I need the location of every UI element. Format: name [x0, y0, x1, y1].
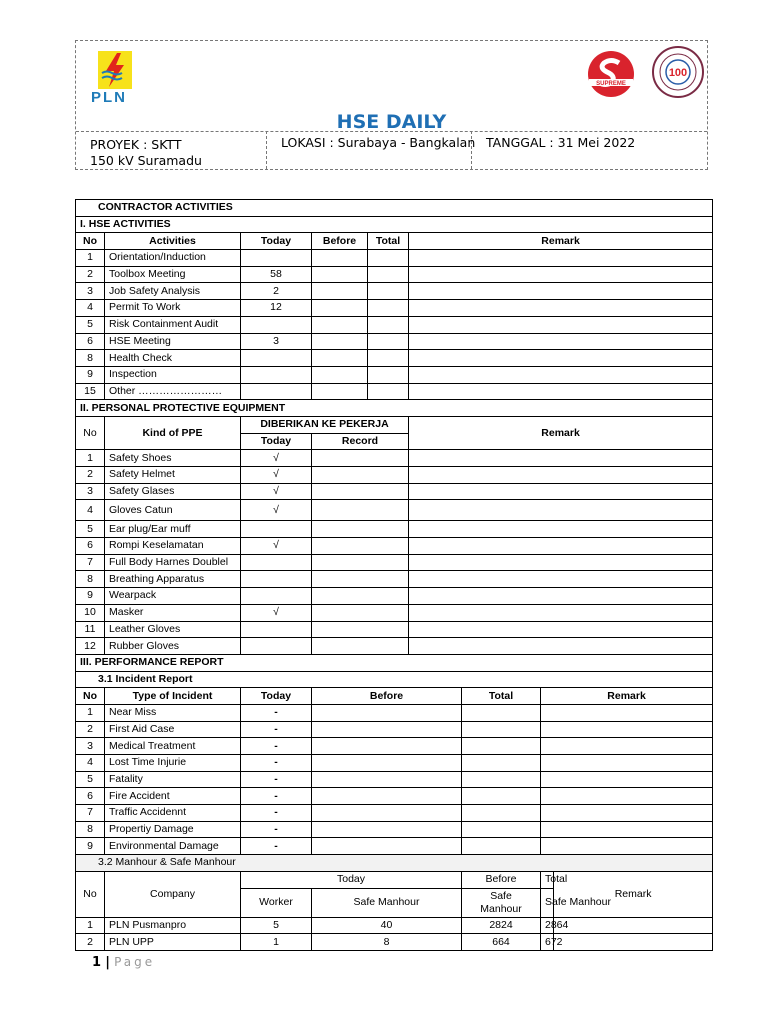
incident-row	[76, 738, 713, 755]
cell-record	[312, 521, 409, 538]
cell-record	[312, 467, 409, 484]
incident-row	[76, 788, 713, 805]
incident-row	[76, 704, 713, 721]
cell-no: 4	[76, 755, 105, 772]
section1-title-row	[76, 216, 713, 233]
cell-today: -	[241, 704, 312, 721]
cell-no: 2	[76, 934, 105, 951]
col-header-before: Before	[312, 688, 462, 705]
cell-today	[241, 366, 312, 383]
cell-no: 2	[76, 266, 105, 283]
hse-activity-row	[76, 333, 713, 350]
cell-record	[312, 638, 409, 655]
cell-no: 3	[76, 283, 105, 300]
cell-remark	[541, 721, 713, 738]
cell-today	[241, 571, 312, 588]
cell-incident: Near Miss	[105, 704, 241, 721]
col-header-no: No	[76, 416, 105, 449]
cell-before	[312, 771, 462, 788]
cell-no: 4	[76, 500, 105, 521]
cell-before	[312, 283, 368, 300]
incident-row	[76, 805, 713, 822]
col-header-safe-manhour: Safe Manhour	[312, 888, 462, 917]
cell-total	[368, 366, 409, 383]
section3-sub1-row	[76, 671, 713, 688]
cell-activity: Orientation/Induction	[105, 250, 241, 267]
cell-ppe: Gloves Catun	[105, 500, 241, 521]
cell-today: √	[241, 450, 312, 467]
col-header-type: Type of Incident	[105, 688, 241, 705]
cell-today: -	[241, 838, 312, 855]
hse-activity-row	[76, 250, 713, 267]
cell-incident: Fatality	[105, 771, 241, 788]
cell-today: √	[241, 467, 312, 484]
col-header-total: Total	[462, 688, 541, 705]
cell-record	[312, 483, 409, 500]
cell-no: 1	[76, 704, 105, 721]
manhour-row	[76, 934, 713, 951]
supreme-logo-text: SUPREME	[596, 81, 626, 87]
cell-remark	[409, 604, 713, 621]
cell-no: 6	[76, 333, 105, 350]
cell-today	[241, 554, 312, 571]
cell-activity: Job Safety Analysis	[105, 283, 241, 300]
cell-no: 7	[76, 805, 105, 822]
cell-remark	[409, 450, 713, 467]
section3-sub2-title: 3.2 Manhour & Safe Manhour	[76, 855, 713, 872]
cell-company: PLN Pusmanpro	[105, 917, 241, 934]
cell-record	[312, 538, 409, 555]
cell-total	[462, 771, 541, 788]
cell-record	[312, 621, 409, 638]
header-divider-v1	[266, 131, 267, 169]
cell-no: 5	[76, 771, 105, 788]
cell-total	[462, 788, 541, 805]
cell-before	[312, 788, 462, 805]
cell-no: 6	[76, 538, 105, 555]
cell-today: √	[241, 538, 312, 555]
ppe-row	[76, 571, 713, 588]
cell-total	[462, 838, 541, 855]
proyek-line1: PROYEK : SKTT	[90, 137, 182, 152]
cell-before	[312, 383, 368, 400]
cell-no: 9	[76, 838, 105, 855]
cell-company: PLN UPP	[105, 934, 241, 951]
col-header-diberikan: DIBERIKAN KE PEKERJA	[241, 416, 409, 433]
hse-activity-row	[76, 366, 713, 383]
header-divider	[76, 131, 707, 132]
ppe-row	[76, 604, 713, 621]
col-header-company: Company	[105, 871, 241, 917]
cell-remark	[409, 621, 713, 638]
cell-ppe: Ear plug/Ear muff	[105, 521, 241, 538]
hse-activity-row	[76, 350, 713, 367]
ppe-row	[76, 500, 713, 521]
col-header-no: No	[76, 871, 105, 917]
cell-before	[312, 300, 368, 317]
cell-remark	[409, 316, 713, 333]
cell-today	[241, 383, 312, 400]
header-box	[75, 40, 708, 170]
ppe-row	[76, 521, 713, 538]
cell-remark	[409, 571, 713, 588]
cell-no: 5	[76, 316, 105, 333]
section2-header-row	[76, 416, 713, 433]
cell-no: 3	[76, 738, 105, 755]
cell-ppe: Safety Helmet	[105, 467, 241, 484]
cell-remark	[541, 738, 713, 755]
lokasi-field: LOKASI : Surabaya - Bangkalan	[281, 135, 476, 150]
cell-total: 672	[541, 934, 554, 951]
seal-text: 100	[668, 67, 688, 79]
cell-remark	[409, 383, 713, 400]
cell-ppe: Full Body Harnes Doublel	[105, 554, 241, 571]
cell-today	[241, 316, 312, 333]
page-num-separator: |	[105, 955, 110, 970]
cell-remark	[409, 300, 713, 317]
hse-activity-row	[76, 266, 713, 283]
cell-activity: HSE Meeting	[105, 333, 241, 350]
cell-today: √	[241, 483, 312, 500]
cell-remark	[541, 755, 713, 772]
col-header-activities: Activities	[105, 233, 241, 250]
cell-today	[241, 621, 312, 638]
cell-total	[368, 250, 409, 267]
cell-today	[241, 250, 312, 267]
ppe-row	[76, 554, 713, 571]
col-header-remark: Remark	[409, 416, 713, 449]
cell-no: 6	[76, 788, 105, 805]
cell-total	[462, 805, 541, 822]
cell-record	[312, 588, 409, 605]
tanggal-field: TANGGAL : 31 Mei 2022	[486, 135, 636, 150]
cell-activity: Health Check	[105, 350, 241, 367]
cell-total	[462, 738, 541, 755]
cell-record	[312, 571, 409, 588]
cell-total	[462, 721, 541, 738]
cell-today: 58	[241, 266, 312, 283]
cell-today	[241, 350, 312, 367]
cell-ppe: Safety Glases	[105, 483, 241, 500]
cell-total	[368, 316, 409, 333]
cell-no: 9	[76, 366, 105, 383]
section2-title-row	[76, 400, 713, 417]
cell-remark	[409, 554, 713, 571]
cell-no: 1	[76, 450, 105, 467]
cell-incident: Medical Treatment	[105, 738, 241, 755]
cell-remark	[409, 500, 713, 521]
col-header-no: No	[76, 688, 105, 705]
cell-remark	[409, 366, 713, 383]
cell-today: 3	[241, 333, 312, 350]
cell-today: -	[241, 821, 312, 838]
page-num-value: 1	[92, 955, 102, 970]
ppe-row	[76, 588, 713, 605]
pln-logo-text: PLN	[91, 89, 127, 106]
cell-before	[312, 266, 368, 283]
cell-before	[312, 250, 368, 267]
incident-row	[76, 771, 713, 788]
cell-ppe: Leather Gloves	[105, 621, 241, 638]
col-header-before: Before	[462, 871, 541, 888]
cell-no: 8	[76, 571, 105, 588]
hse-activity-row	[76, 316, 713, 333]
ppe-row	[76, 638, 713, 655]
cell-remark	[409, 350, 713, 367]
cell-no: 9	[76, 588, 105, 605]
page-title: HSE DAILY	[336, 111, 447, 133]
cell-before	[312, 333, 368, 350]
cell-remark	[409, 266, 713, 283]
cell-ppe: Wearpack	[105, 588, 241, 605]
proyek-line2: 150 kV Suramadu	[90, 153, 202, 168]
cell-incident: Propertiy Damage	[105, 821, 241, 838]
section1-title: I. HSE ACTIVITIES	[76, 216, 713, 233]
cell-total	[368, 283, 409, 300]
cell-no: 2	[76, 721, 105, 738]
cell-total: 2864	[541, 917, 554, 934]
col-header-safe-manhour-before: Safe Manhour	[462, 888, 541, 917]
hse-report-table	[75, 199, 713, 951]
cell-remark	[554, 917, 713, 934]
section1-header-row	[76, 233, 713, 250]
section-contractor-row	[76, 200, 713, 217]
col-header-today: Today	[241, 871, 462, 888]
page-number	[92, 955, 155, 970]
col-header-kind-ppe: Kind of PPE	[105, 416, 241, 449]
cell-record	[312, 450, 409, 467]
cell-no: 3	[76, 483, 105, 500]
cell-today: -	[241, 788, 312, 805]
incident-row	[76, 721, 713, 738]
cell-total	[368, 266, 409, 283]
cell-no: 5	[76, 521, 105, 538]
cell-no: 15	[76, 383, 105, 400]
cell-remark	[409, 283, 713, 300]
col-header-worker: Worker	[241, 888, 312, 917]
cell-remark	[409, 588, 713, 605]
section2-title: II. PERSONAL PROTECTIVE EQUIPMENT	[76, 400, 713, 417]
cell-today: -	[241, 738, 312, 755]
cell-incident: Environmental Damage	[105, 838, 241, 855]
cell-before	[312, 704, 462, 721]
cell-no: 2	[76, 467, 105, 484]
ppe-row	[76, 467, 713, 484]
cell-ppe: Rubber Gloves	[105, 638, 241, 655]
cell-no: 10	[76, 604, 105, 621]
cell-before	[312, 366, 368, 383]
cell-total	[462, 821, 541, 838]
cell-ppe: Breathing Apparatus	[105, 571, 241, 588]
company-seal-icon	[651, 45, 705, 99]
cell-no: 7	[76, 554, 105, 571]
incident-row	[76, 838, 713, 855]
cell-record	[312, 604, 409, 621]
manhour-row	[76, 917, 713, 934]
cell-no: 1	[76, 250, 105, 267]
cell-today: 2	[241, 283, 312, 300]
col-header-no: No	[76, 233, 105, 250]
cell-total	[462, 755, 541, 772]
cell-no: 1	[76, 917, 105, 934]
cell-activity: Other ……………………	[105, 383, 241, 400]
cell-remark	[541, 771, 713, 788]
col-header-today: Today	[241, 233, 312, 250]
cell-remark	[554, 934, 713, 951]
cell-incident: Traffic Accidennt	[105, 805, 241, 822]
cell-safe-manhour: 8	[312, 934, 462, 951]
cell-remark	[409, 333, 713, 350]
cell-incident: Fire Accident	[105, 788, 241, 805]
cell-activity: Permit To Work	[105, 300, 241, 317]
hse-activity-row	[76, 283, 713, 300]
section-contractor-title: CONTRACTOR ACTIVITIES	[76, 200, 713, 217]
hse-activity-row	[76, 383, 713, 400]
cell-activity: Inspection	[105, 366, 241, 383]
section3-sub2-row	[76, 855, 713, 872]
col-header-today: Today	[241, 688, 312, 705]
hse-activity-row	[76, 300, 713, 317]
page-word: Page	[114, 955, 156, 969]
cell-remark	[541, 821, 713, 838]
cell-ppe: Masker	[105, 604, 241, 621]
section3-title: III. PERFORMANCE REPORT	[76, 654, 713, 671]
cell-total	[462, 704, 541, 721]
cell-remark	[409, 483, 713, 500]
cell-today: -	[241, 771, 312, 788]
col-header-before: Before	[312, 233, 368, 250]
cell-ppe: Safety Shoes	[105, 450, 241, 467]
ppe-row	[76, 450, 713, 467]
section3-title-row	[76, 654, 713, 671]
cell-before	[312, 316, 368, 333]
ppe-row	[76, 538, 713, 555]
cell-record	[312, 500, 409, 521]
cell-today	[241, 638, 312, 655]
col-header-safe-manhour-total: Safe Manhour	[541, 888, 554, 917]
cell-before	[312, 721, 462, 738]
col-header-remark: Remark	[541, 688, 713, 705]
cell-before	[312, 838, 462, 855]
col-header-today: Today	[241, 433, 312, 450]
cell-remark	[541, 704, 713, 721]
cell-ppe: Rompi Keselamatan	[105, 538, 241, 555]
cell-before	[312, 738, 462, 755]
ppe-row	[76, 483, 713, 500]
cell-today: -	[241, 755, 312, 772]
ppe-row	[76, 621, 713, 638]
cell-remark	[541, 788, 713, 805]
col-header-remark: Remark	[554, 871, 713, 917]
cell-today: 12	[241, 300, 312, 317]
cell-before: 2824	[462, 917, 541, 934]
cell-activity: Risk Containment Audit	[105, 316, 241, 333]
cell-today	[241, 521, 312, 538]
cell-no: 8	[76, 350, 105, 367]
section3-header-row	[76, 688, 713, 705]
cell-before	[312, 805, 462, 822]
cell-before	[312, 821, 462, 838]
manhour-header-row	[76, 871, 713, 888]
cell-no: 12	[76, 638, 105, 655]
col-header-record: Record	[312, 433, 409, 450]
cell-total	[368, 333, 409, 350]
cell-activity: Toolbox Meeting	[105, 266, 241, 283]
cell-remark	[541, 838, 713, 855]
cell-today: √	[241, 500, 312, 521]
cell-before	[312, 755, 462, 772]
col-header-total: Total	[541, 871, 554, 888]
cell-today	[241, 588, 312, 605]
col-header-total: Total	[368, 233, 409, 250]
cell-worker: 5	[241, 917, 312, 934]
cell-incident: Lost Time Injurie	[105, 755, 241, 772]
cell-remark	[409, 538, 713, 555]
col-header-remark: Remark	[409, 233, 713, 250]
cell-today: -	[241, 805, 312, 822]
supreme-logo-icon	[586, 49, 636, 99]
cell-no: 4	[76, 300, 105, 317]
cell-remark	[409, 521, 713, 538]
cell-remark	[409, 638, 713, 655]
cell-today: -	[241, 721, 312, 738]
cell-no: 8	[76, 821, 105, 838]
cell-record	[312, 554, 409, 571]
incident-row	[76, 821, 713, 838]
cell-total	[368, 350, 409, 367]
cell-remark	[541, 805, 713, 822]
cell-before	[312, 350, 368, 367]
cell-safe-manhour: 40	[312, 917, 462, 934]
cell-before: 664	[462, 934, 541, 951]
cell-total	[368, 300, 409, 317]
cell-remark	[409, 250, 713, 267]
cell-worker: 1	[241, 934, 312, 951]
cell-no: 11	[76, 621, 105, 638]
cell-total	[368, 383, 409, 400]
section3-sub1-title: 3.1 Incident Report	[76, 671, 713, 688]
cell-remark	[409, 467, 713, 484]
cell-today: √	[241, 604, 312, 621]
cell-incident: First Aid Case	[105, 721, 241, 738]
incident-row	[76, 755, 713, 772]
